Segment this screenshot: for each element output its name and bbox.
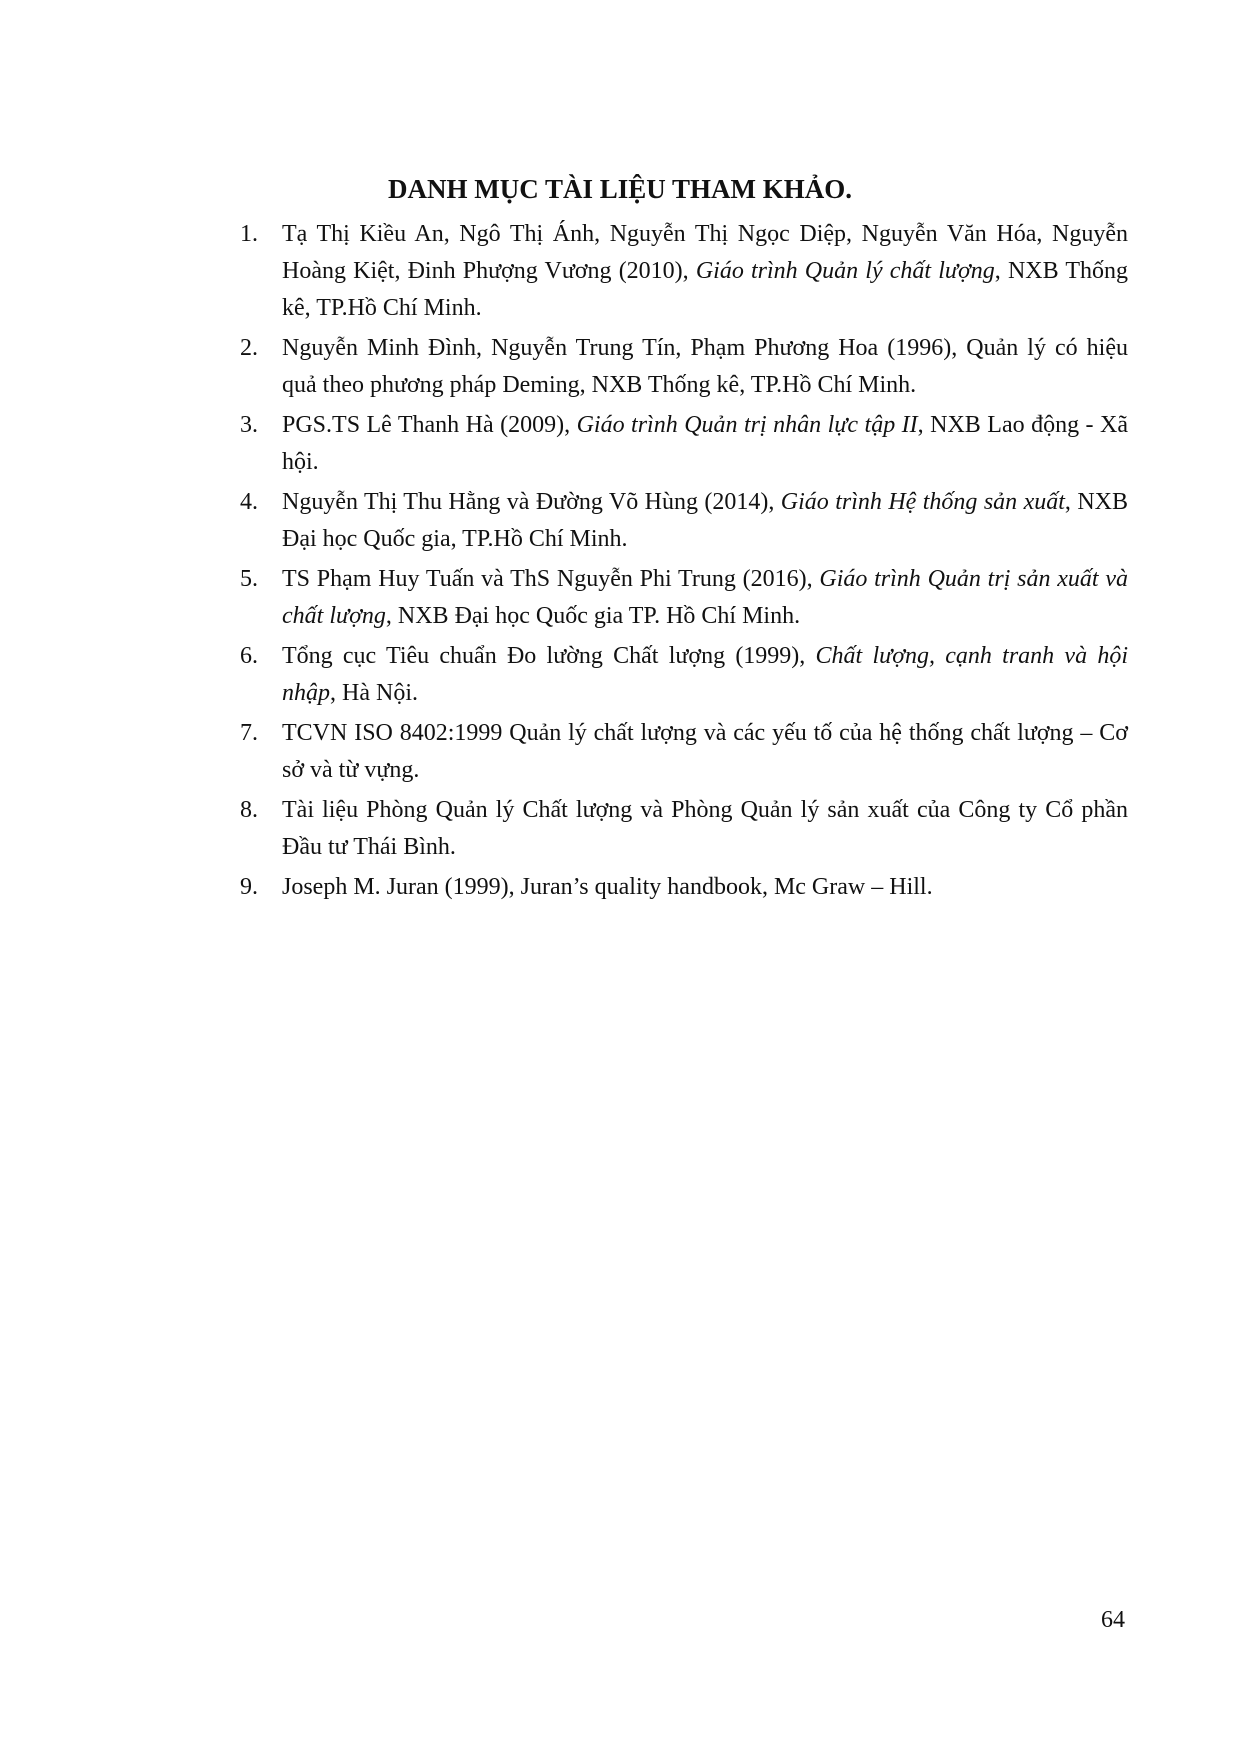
reference-segment: TCVN ISO 8402:1999 Quản lý chất lượng và các yếu tố của hệ thống chất lượng – Cơ sở và từ vựng. <box>282 720 1128 783</box>
reference-number: 3. <box>240 412 258 438</box>
reference-segment: Joseph M. Juran (1999), Juran’s quality handbook, Mc Graw – Hill. <box>282 874 933 900</box>
reference-segment: , Hà Nội. <box>330 680 418 706</box>
reference-text <box>282 412 1128 475</box>
reference-segment: PGS.TS Lê Thanh Hà (2009), <box>282 412 577 438</box>
reference-title: Giáo trình Quản lý chất lượng <box>695 258 995 284</box>
reference-item <box>240 638 1128 712</box>
reference-item <box>240 407 1128 481</box>
reference-number: 8. <box>240 797 258 823</box>
reference-segment: , NXB Đại học Quốc gia TP. Hồ Chí Minh. <box>385 603 801 629</box>
reference-text <box>282 489 1128 552</box>
reference-list <box>240 216 1128 909</box>
reference-segment: , NXB Đại học Quốc gia, TP.Hồ Chí Minh. <box>282 489 1128 552</box>
reference-item <box>240 330 1128 404</box>
reference-text <box>282 720 1128 783</box>
reference-title: Giáo trình Hệ thống sản xuất <box>780 489 1065 515</box>
reference-item <box>240 792 1128 866</box>
reference-text <box>282 643 1128 706</box>
reference-title: Giáo trình Quản trị nhân lực tập II <box>576 412 918 438</box>
reference-segment: Tài liệu Phòng Quản lý Chất lượng và Phòng Quản lý sản xuất của Công ty Cổ phần Đầu tư Thái Bình. <box>282 797 1128 860</box>
reference-segment: Tạ Thị Kiều An, Ngô Thị Ánh, Nguyễn Thị Ngọc Diệp, Nguyễn Văn Hóa, Nguyễn Hoàng Kiệt, Đinh Phượng Vương (2010), <box>282 221 1128 284</box>
reference-segment: , NXB Lao động - Xã hội. <box>282 412 1128 475</box>
reference-number: 5. <box>240 566 258 592</box>
reference-number: 7. <box>240 720 258 746</box>
reference-number: 4. <box>240 489 258 515</box>
page-title: DANH MỤC TÀI LIỆU THAM KHẢO. <box>387 174 853 204</box>
reference-segment: Tổng cục Tiêu chuẩn Đo lường Chất lượng (1999), <box>282 643 816 669</box>
reference-number: 2. <box>240 335 258 361</box>
reference-text <box>282 221 1128 321</box>
reference-text <box>282 874 933 900</box>
reference-segment: , NXB Thống kê, TP.Hồ Chí Minh. <box>282 258 1128 321</box>
reference-segment: Nguyễn Minh Đình, Nguyễn Trung Tín, Phạm Phương Hoa (1996), Quản lý có hiệu quả theo phương pháp Deming, NXB Thống kê, TP.Hồ Chí Minh. <box>282 335 1128 398</box>
reference-title: Chất lượng, cạnh tranh và hội nhập <box>282 643 1128 706</box>
reference-item <box>240 561 1128 635</box>
reference-text <box>282 566 1128 629</box>
reference-text <box>282 335 1128 398</box>
reference-item <box>240 484 1128 558</box>
reference-item <box>240 715 1128 789</box>
page-number: 64 <box>1101 1607 1125 1633</box>
reference-number: 9. <box>240 874 258 900</box>
reference-item <box>240 869 1128 906</box>
reference-segment: TS Phạm Huy Tuấn và ThS Nguyễn Phi Trung (2016), <box>282 566 820 592</box>
reference-number: 6. <box>240 643 258 669</box>
reference-number: 1. <box>240 221 258 247</box>
reference-title: Giáo trình Quản trị sản xuất và chất lượng <box>282 566 1128 629</box>
reference-item <box>240 216 1128 327</box>
reference-text <box>282 797 1128 860</box>
reference-segment: Nguyễn Thị Thu Hằng và Đường Võ Hùng (2014), <box>282 489 781 515</box>
